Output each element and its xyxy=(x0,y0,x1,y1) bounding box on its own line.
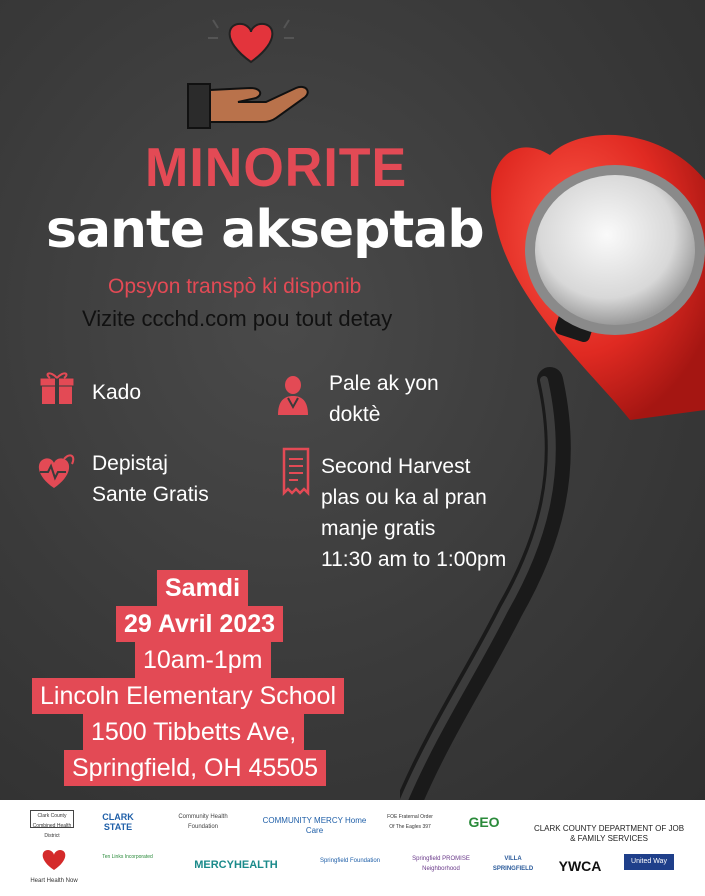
event-city: Springfield, OH 45505 xyxy=(64,750,326,786)
feature-doctor-text xyxy=(329,368,439,430)
feature-line: Sante Gratis xyxy=(92,483,209,506)
logo-community-mercy: COMMUNITY MERCY Home Care xyxy=(262,816,367,835)
feature-line: 11:30 am to 1:00pm xyxy=(321,548,507,571)
logo-clark-state: CLARK STATE xyxy=(102,812,134,832)
logo-villa-springfield: VILLA SPRINGFIELD xyxy=(492,856,534,872)
receipt-icon xyxy=(278,445,314,497)
event-street: 1500 Tibbetts Ave, xyxy=(83,714,304,750)
sponsor-logos xyxy=(0,800,705,896)
logo-heart-health-now xyxy=(18,848,90,886)
feature-line: Pale ak yon xyxy=(329,372,439,395)
logo-ywca: YWCA xyxy=(558,858,602,874)
event-date: 29 Avril 2023 xyxy=(116,606,283,642)
logo-mercyhealth: MERCYHEALTH xyxy=(194,859,278,871)
logo-community-health-foundation: Community Health Foundation xyxy=(178,814,228,830)
logo-geo: GEO xyxy=(468,814,500,830)
feature-line: Second Harvest xyxy=(321,455,471,478)
feature-screening-text xyxy=(92,448,209,510)
event-day: Samdi xyxy=(157,570,248,606)
visit-text: Vizite ccchd.com pou tout detay xyxy=(82,306,393,331)
event-venue: Lincoln Elementary School xyxy=(32,678,344,714)
feature-line: manje gratis xyxy=(321,517,436,540)
logo-heart-health-now-label: Heart Health Now xyxy=(30,878,78,884)
heart-health-icon xyxy=(36,450,78,492)
heart-hand-icon xyxy=(180,10,320,135)
feature-gift-text xyxy=(92,377,141,408)
logo-cchd: Clark County Combined Health District xyxy=(30,810,74,828)
logo-ten-links: Ten Links Incorporated xyxy=(102,854,153,860)
feature-line: doktè xyxy=(329,403,381,426)
logo-springfield-promise: Springfield PROMISE Neighborhood xyxy=(412,856,470,872)
title-sante-akseptab: sante akseptab xyxy=(46,200,484,260)
heart-health-now-icon xyxy=(39,848,69,872)
logo-foe: FOE Fraternal Order Of The Eagles 397 xyxy=(387,814,433,830)
feature-line: plas ou ka al pran xyxy=(321,486,487,509)
logo-cc-jfs: CLARK COUNTY DEPARTMENT OF JOB & FAMILY SERVICES xyxy=(533,824,685,843)
logo-united-way: United Way xyxy=(624,854,674,870)
event-time: 10am-1pm xyxy=(135,642,271,678)
transport-text: Opsyon transpò ki disponib xyxy=(108,275,362,298)
feature-second-harvest-text xyxy=(321,451,506,575)
doctor-icon xyxy=(276,375,310,415)
title-minorite: MINORITE xyxy=(145,137,408,199)
feature-line: Kado xyxy=(92,381,142,404)
feature-line: Depistaj xyxy=(92,452,168,475)
logo-springfield-foundation: Springfield Foundation xyxy=(319,858,381,864)
gift-icon xyxy=(40,370,74,406)
